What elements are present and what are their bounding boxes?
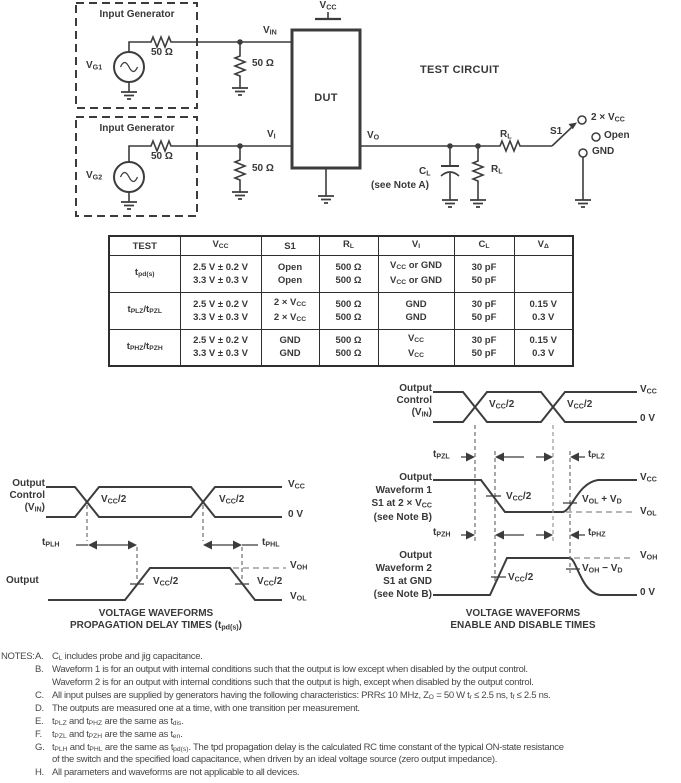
waveform1-vol-plus-vd-label: $V_{OL} + V_D$ xyxy=(582,494,622,506)
left-vcc-half-2: $V_{CC}/2$ xyxy=(219,494,245,506)
header-vcc: $V_{CC}$ xyxy=(180,236,261,256)
note-text: of the switch and the specified load capacitance, when driven by an ideal voltage source (zero output impedance). xyxy=(52,754,498,765)
note-text: Waveform 2 is for an output with internal conditions such that the output is high, except when disabled by the output control. xyxy=(52,677,534,688)
table-row xyxy=(109,293,573,330)
left-rail-vcc: $V_{CC}$ xyxy=(288,479,305,491)
right-output-control-line2: Control xyxy=(396,395,432,406)
dut-symbol xyxy=(292,12,360,203)
right-waveform-title-line2: ENABLE AND DISABLE TIMES xyxy=(450,620,596,631)
note-text: $t_{PLZ}$ and $t_{PHZ}$ are the same as $t_{dis}$. xyxy=(52,716,184,728)
left-vcc-half-1: $V_{CC}/2$ xyxy=(101,494,127,506)
table-cell: 0.15 V 0.3 V xyxy=(514,330,573,366)
waveform1-label-line4: (see Note B) xyxy=(373,512,432,523)
note-text: The outputs are measured one at a time, with one transition per measurement. xyxy=(52,703,360,714)
table-cell: 30 pF 50 pF xyxy=(454,256,514,293)
note-text: $t_{PZL}$ and $t_{PZH}$ are the same as $t_{en}$. xyxy=(52,729,183,741)
tplz-label: $t_{PLZ}$ xyxy=(588,449,605,461)
table-cell: 500 Ω 500 Ω xyxy=(319,256,378,293)
header-s1: S1 xyxy=(261,236,319,256)
right-vcc-half-1: $V_{CC}/2$ xyxy=(489,399,515,411)
table-cell: $2 \times V_{CC}$ $2 \times V_{CC}$ xyxy=(261,293,319,330)
left-rail-0v: 0 V xyxy=(288,509,304,520)
tpzl-label: $t_{PZL}$ xyxy=(433,449,450,461)
table-cell: 500 Ω 500 Ω xyxy=(319,330,378,366)
tpzh-label: $t_{PZH}$ xyxy=(433,527,451,539)
table-row xyxy=(109,330,573,366)
vg1-label: $V_{G1}$ xyxy=(86,60,103,72)
right-vcc-half-2: $V_{CC}/2$ xyxy=(567,399,593,411)
note-text: $C_L$ includes probe and jig capacitance. xyxy=(52,651,203,663)
tphl-label: $t_{PHL}$ xyxy=(262,537,280,549)
vin-node-network xyxy=(232,39,248,95)
note-text: $t_{PLH}$ and $t_{PHL}$ are the same as $t_{pd(s)}$. The tpd propagation delay is the calculated RC time constant of the typical ON-state resistance xyxy=(52,742,564,754)
output-load-network xyxy=(360,141,552,207)
waveform1-vol-label: $V_{OL}$ xyxy=(640,506,657,518)
note-text: All input pulses are supplied by generators having the following characteristics: PRR≤ 10 MHz, $Z_O = 50$ W $t_r \le 2.5$ ns, $t_f \le 2.5$ ns. xyxy=(52,690,551,702)
table-cell: GND GND xyxy=(378,293,454,330)
note-text: Waveform 1 is for an output with internal conditions such that the output is low except when disabled by the output control. xyxy=(52,664,528,675)
header-vdelta: $V_\Delta$ xyxy=(514,236,573,256)
vo-label: $V_O$ xyxy=(367,130,380,142)
table-cell: $V_{CC}$ or GND $V_{CC}$ or GND xyxy=(378,256,454,293)
vcc-rail-label: $V_{CC}$ xyxy=(319,0,337,12)
shunt-resistor1-value: 50 Ω xyxy=(252,58,274,69)
notes-heading: NOTES: xyxy=(1,651,35,662)
table-row xyxy=(109,256,573,293)
left-vcc-half-4: $V_{CC}/2$ xyxy=(257,576,283,588)
vin-label: $V_{IN}$ xyxy=(263,25,277,37)
dut-label: DUT xyxy=(314,92,338,104)
note-letter: D. xyxy=(35,703,44,714)
table-cell: 2.5 V ± 0.2 V 3.3 V ± 0.3 V xyxy=(180,330,261,366)
note-letter: G. xyxy=(35,742,45,753)
waveform2-vcc-half: $V_{CC}/2$ xyxy=(508,572,534,584)
table-cell: 30 pF 50 pF xyxy=(454,293,514,330)
waveform2-label-line3: S1 at GND xyxy=(383,576,432,587)
note-text: All parameters and waveforms are not applicable to all devices. xyxy=(52,767,300,778)
waveform2-label-line2: Waveform 2 xyxy=(375,563,432,574)
left-waveform-title-line1: VOLTAGE WAVEFORMS xyxy=(98,608,214,619)
left-output-control-line3: $(V_{IN})$ xyxy=(24,502,45,514)
waveform1-label-line1: Output xyxy=(399,472,432,483)
vi-node-network xyxy=(232,143,248,199)
header-test: TEST xyxy=(109,236,180,256)
right-output-control-line3: $(V_{IN})$ xyxy=(411,407,432,419)
table-cell: 0.15 V 0.3 V xyxy=(514,293,573,330)
table-cell: $t_{pd(s)}$ xyxy=(109,256,180,293)
rl-series-label: $R_L$ xyxy=(500,129,512,141)
table-cell: $t_{PHZ}/t_{PZH}$ xyxy=(109,330,180,366)
header-rl: $R_L$ xyxy=(319,236,378,256)
waveform1-vcc-label: $V_{CC}$ xyxy=(640,472,657,484)
waveform2-label-line4: (see Note B) xyxy=(373,589,432,600)
right-rail-0v: 0 V xyxy=(640,413,656,424)
right-output-control-line1: Output xyxy=(399,383,432,394)
header-cl: $C_L$ xyxy=(454,236,514,256)
vi-label: $V_I$ xyxy=(267,129,276,141)
table-header-row xyxy=(109,236,573,256)
right-rail-vcc: $V_{CC}$ xyxy=(640,384,657,396)
left-voh-label: $V_{OH}$ xyxy=(290,560,308,572)
table-cell xyxy=(514,256,573,293)
left-output-control-line1: Output xyxy=(12,478,45,489)
table-cell: Open Open xyxy=(261,256,319,293)
waveform2-0v-label: 0 V xyxy=(640,587,656,598)
vg2-label: $V_{G2}$ xyxy=(86,170,103,182)
cl-label: $C_L$ xyxy=(419,166,431,178)
note-letter: A. xyxy=(35,651,44,662)
table-cell: 500 Ω 500 Ω xyxy=(319,293,378,330)
note-letter: C. xyxy=(35,690,44,701)
table-cell: 2.5 V ± 0.2 V 3.3 V ± 0.3 V xyxy=(180,293,261,330)
table-cell: $V_{CC}$ $V_{CC}$ xyxy=(378,330,454,366)
table-cell: GND GND xyxy=(261,330,319,366)
test-conditions-table xyxy=(108,235,574,367)
rl-shunt-label: $R_L$ xyxy=(491,164,503,176)
waveform1-vcc-half: $V_{CC}/2$ xyxy=(506,491,532,503)
note-letter: E. xyxy=(35,716,44,727)
test-circuit-title: TEST CIRCUIT xyxy=(420,64,500,76)
generator2-title: Input Generator xyxy=(99,123,175,134)
note-letter: B. xyxy=(35,664,44,675)
note-letter: H. xyxy=(35,767,44,778)
note-letter: F. xyxy=(35,729,42,740)
series-resistor2-value: 50 Ω xyxy=(151,151,173,162)
generator1-title: Input Generator xyxy=(99,9,175,20)
waveform1-label-line2: Waveform 1 xyxy=(375,485,432,496)
waveform2-voh-label: $V_{OH}$ xyxy=(640,550,658,562)
waveform2-voh-minus-vd-label: $V_{OH} - V_D$ xyxy=(582,563,623,575)
s1-label: S1 xyxy=(550,126,563,137)
left-output-control-line2: Control xyxy=(9,490,45,501)
right-waveform-title-line1: VOLTAGE WAVEFORMS xyxy=(465,608,581,619)
left-waveform-title-line2: PROPAGATION DELAY TIMES $(t_{pd(s)})$ xyxy=(70,620,242,632)
left-output-label: Output xyxy=(6,575,39,586)
waveform2-label-line1: Output xyxy=(399,550,432,561)
left-vol-label: $V_{OL}$ xyxy=(290,591,307,603)
tplh-label: $t_{PLH}$ xyxy=(42,537,60,549)
shunt-resistor2-value: 50 Ω xyxy=(252,163,274,174)
left-vcc-half-3: $V_{CC}/2$ xyxy=(153,576,179,588)
switch-position-gnd: GND xyxy=(592,146,615,157)
cl-note-label: (see Note A) xyxy=(371,180,429,191)
waveform1-label-line3: S1 at $2 \times V_{CC}$ xyxy=(371,498,432,510)
table-cell: 2.5 V ± 0.2 V 3.3 V ± 0.3 V xyxy=(180,256,261,293)
tphz-label: $t_{PHZ}$ xyxy=(588,527,606,539)
series-resistor1-value: 50 Ω xyxy=(151,47,173,58)
switch-position-2vcc: $2 \times V_{CC}$ xyxy=(591,112,625,124)
header-vi: $V_I$ xyxy=(378,236,454,256)
switch-position-open: Open xyxy=(604,130,630,141)
table-cell: 30 pF 50 pF xyxy=(454,330,514,366)
table-cell: $t_{PLZ}/t_{PZL}$ xyxy=(109,293,180,330)
